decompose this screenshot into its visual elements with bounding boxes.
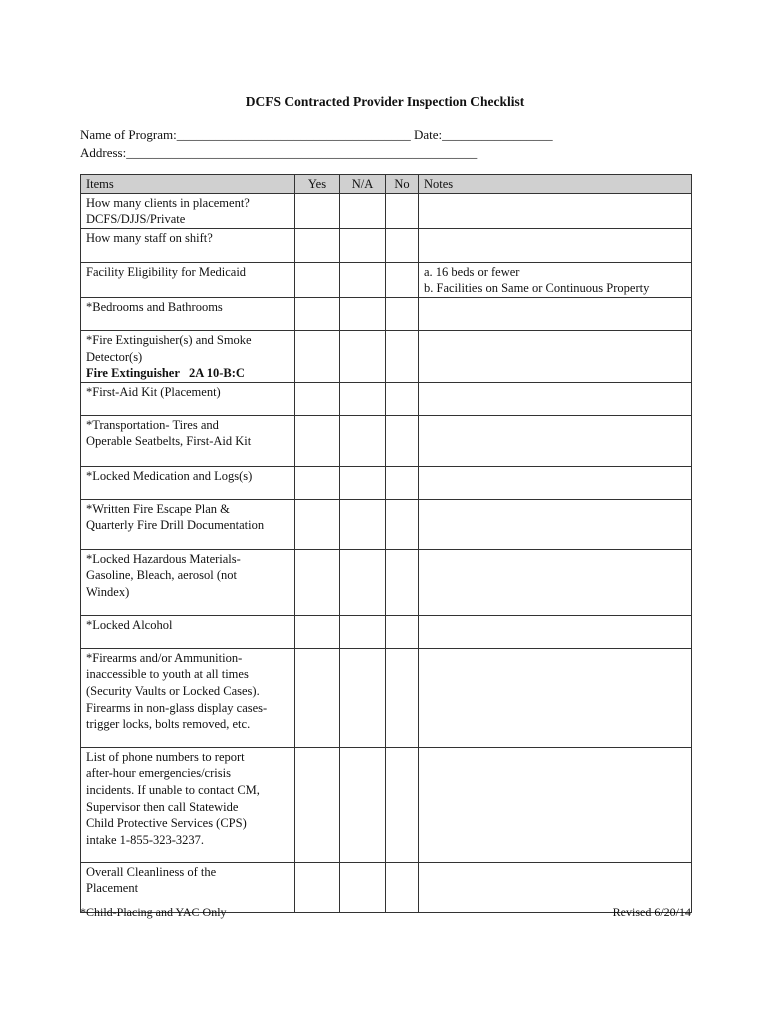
notes-cell[interactable] [419,499,692,549]
table-row [81,415,692,466]
yes-checkbox-cell[interactable] [295,415,340,466]
yes-checkbox-cell[interactable] [295,862,340,912]
header-items: Items [81,175,295,194]
notes-cell[interactable] [419,228,692,262]
table-row [81,615,692,648]
notes-cell[interactable] [419,747,692,862]
no-checkbox-cell[interactable] [386,466,419,499]
na-checkbox-cell[interactable] [340,297,386,330]
item-cell: *Locked Hazardous Materials- Gasoline, Bleach, aerosol (not Windex) [81,549,295,615]
na-checkbox-cell[interactable] [340,499,386,549]
notes-cell[interactable] [419,330,692,382]
yes-checkbox-cell[interactable] [295,648,340,747]
header-na: N/A [340,175,386,194]
yes-checkbox-cell[interactable] [295,747,340,862]
header-yes: Yes [295,175,340,194]
table-row [81,382,692,415]
notes-cell[interactable]: a. 16 beds or fewer b. Facilities on Same or Continuous Property [419,262,692,297]
table-row [81,193,692,228]
item-cell: *Written Fire Escape Plan & Quarterly Fire Drill Documentation [81,499,295,549]
no-checkbox-cell[interactable] [386,549,419,615]
no-checkbox-cell[interactable] [386,499,419,549]
no-checkbox-cell[interactable] [386,648,419,747]
notes-cell[interactable] [419,615,692,648]
notes-cell[interactable] [419,415,692,466]
table-row [81,648,692,747]
na-checkbox-cell[interactable] [340,193,386,228]
na-checkbox-cell[interactable] [340,648,386,747]
item-cell: *First-Aid Kit (Placement) [81,382,295,415]
no-checkbox-cell[interactable] [386,415,419,466]
no-checkbox-cell[interactable] [386,262,419,297]
table-header-row [81,175,692,194]
no-checkbox-cell[interactable] [386,193,419,228]
no-checkbox-cell[interactable] [386,382,419,415]
item-text: *Fire Extinguisher(s) and Smoke Detector(s) [86,332,252,364]
no-checkbox-cell[interactable] [386,330,419,382]
table-row [81,466,692,499]
inspection-checklist-table [80,174,692,913]
no-checkbox-cell[interactable] [386,297,419,330]
yes-checkbox-cell[interactable] [295,297,340,330]
item-cell [81,330,295,382]
notes-cell[interactable] [419,297,692,330]
notes-cell[interactable] [419,648,692,747]
na-checkbox-cell[interactable] [340,615,386,648]
item-bold-text: Fire Extinguisher 2A 10-B:C [86,366,245,381]
na-checkbox-cell[interactable] [340,549,386,615]
na-checkbox-cell[interactable] [340,330,386,382]
table-row [81,262,692,297]
yes-checkbox-cell[interactable] [295,262,340,297]
item-cell: *Locked Alcohol [81,615,295,648]
item-cell: How many clients in placement? DCFS/DJJS/Private [81,193,295,228]
table-row [81,499,692,549]
no-checkbox-cell[interactable] [386,862,419,912]
na-checkbox-cell[interactable] [340,382,386,415]
table-row [81,330,692,382]
item-cell: How many staff on shift? [81,228,295,262]
item-cell: *Bedrooms and Bathrooms [81,297,295,330]
na-checkbox-cell[interactable] [340,747,386,862]
item-cell: Overall Cleanliness of the Placement [81,862,295,912]
program-name-and-date-line: Name of Program:____________________________________ Date:_________________ [80,127,553,142]
header-no: No [386,175,419,194]
revision-date: Revised 6/20/14 [612,905,691,919]
header-notes: Notes [419,175,692,194]
no-checkbox-cell[interactable] [386,747,419,862]
page-title: DCFS Contracted Provider Inspection Checklist [245,94,525,109]
na-checkbox-cell[interactable] [340,228,386,262]
yes-checkbox-cell[interactable] [295,499,340,549]
table-row [81,747,692,862]
notes-cell[interactable] [419,382,692,415]
notes-cell[interactable] [419,193,692,228]
yes-checkbox-cell[interactable] [295,382,340,415]
item-cell: List of phone numbers to report after-hour emergencies/crisis incidents. If unable to contact CM, Supervisor then call Statewide Child Protective Services (CPS) intake 1-855-323-3237. [81,747,295,862]
na-checkbox-cell[interactable] [340,862,386,912]
na-checkbox-cell[interactable] [340,415,386,466]
notes-cell[interactable] [419,466,692,499]
item-cell: *Transportation- Tires and Operable Seatbelts, First-Aid Kit [81,415,295,466]
address-line: Address:______________________________________________________ [80,145,478,160]
na-checkbox-cell[interactable] [340,466,386,499]
yes-checkbox-cell[interactable] [295,549,340,615]
no-checkbox-cell[interactable] [386,615,419,648]
notes-cell[interactable] [419,549,692,615]
item-cell: Facility Eligibility for Medicaid [81,262,295,297]
no-checkbox-cell[interactable] [386,228,419,262]
yes-checkbox-cell[interactable] [295,228,340,262]
table-row [81,228,692,262]
yes-checkbox-cell[interactable] [295,615,340,648]
table-row [81,549,692,615]
item-cell: *Firearms and/or Ammunition- inaccessible to youth at all times (Security Vaults or Locked Cases). Firearms in non-glass display cases- trigger locks, bolts removed, etc. [81,648,295,747]
yes-checkbox-cell[interactable] [295,466,340,499]
table-row [81,297,692,330]
yes-checkbox-cell[interactable] [295,330,340,382]
item-cell: *Locked Medication and Logs(s) [81,466,295,499]
yes-checkbox-cell[interactable] [295,193,340,228]
na-checkbox-cell[interactable] [340,262,386,297]
footnote: *Child-Placing and YAC Only [80,905,227,919]
